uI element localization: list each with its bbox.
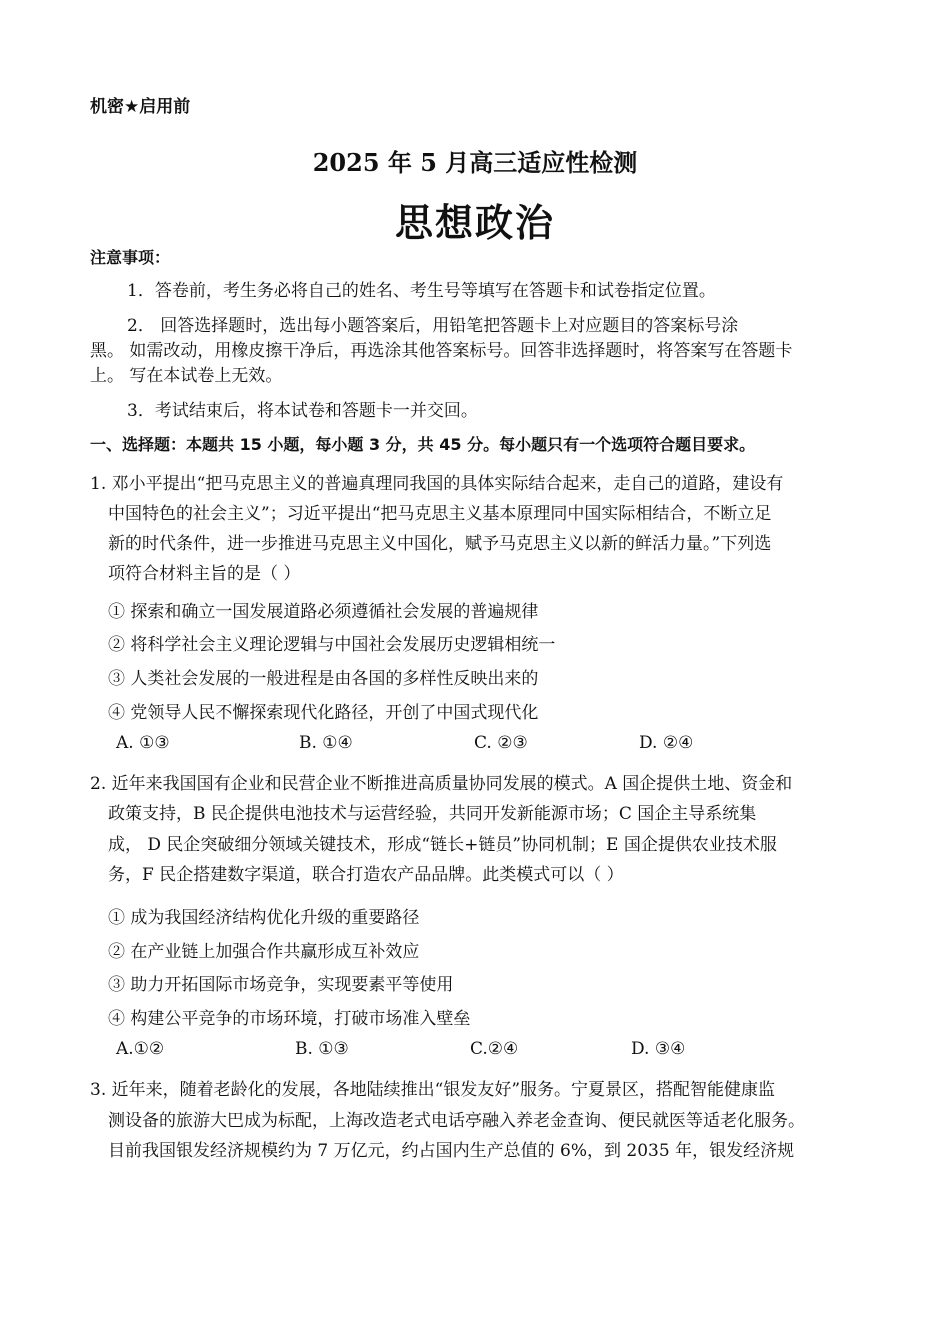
question-1-option-d: D. ②④ bbox=[639, 733, 694, 753]
question-2-line-2: 政策支持，B 民企提供电池技术与运营经验，共同开发新能源市场；C 国企主导系统集 bbox=[108, 804, 757, 824]
question-1-line-2: 中国特色的社会主义”；习近平提出“把马克思主义基本原理同中国实际相结合，不断立足 bbox=[108, 504, 772, 524]
question-1-option-a: A. ①③ bbox=[116, 733, 170, 753]
question-1-line-1: 1. 邓小平提出“把马克思主义的普遍真理同我国的具体实际结合起来，走自己的道路，建设有 bbox=[90, 474, 784, 494]
question-1-line-4: 项符合材料主旨的是（ ） bbox=[108, 564, 301, 584]
question-1-statement-2: ② 将科学社会主义理论逻辑与中国社会发展历史逻辑相统一 bbox=[108, 635, 556, 655]
question-3-line-3: 目前我国银发经济规模约为 7 万亿元，约占国内生产总值的 6%，到 2035 年，银发经济规 bbox=[108, 1141, 795, 1161]
question-2-line-1: 2. 近年来我国国有企业和民营企业不断推进高质量协同发展的模式。A 国企提供土地、资金和 bbox=[90, 774, 793, 794]
question-2-line-3: 成， D 民企突破细分领域关键技术，形成“链长+链员”协同机制；E 国企提供农业技术服 bbox=[108, 835, 777, 855]
question-2-statement-4: ④ 构建公平竞争的市场环境，打破市场准入壁垒 bbox=[108, 1009, 471, 1029]
question-2-option-a: A.①② bbox=[116, 1039, 165, 1059]
question-1-line-3: 新的时代条件，进一步推进马克思主义中国化，赋予马克思主义以新的鲜活力量。”下列选 bbox=[108, 534, 772, 554]
question-1-option-c: C. ②③ bbox=[474, 733, 528, 753]
confidential-label: 机密★启用前 bbox=[90, 97, 191, 117]
question-3-line-1: 3. 近年来，随着老龄化的发展，各地陆续推出“银发友好”服务。宁夏景区，搭配智能健康监 bbox=[90, 1080, 776, 1100]
question-2-statement-2: ② 在产业链上加强合作共赢形成互补效应 bbox=[108, 942, 420, 962]
question-1-statement-3: ③ 人类社会发展的一般进程是由各国的多样性反映出来的 bbox=[108, 669, 539, 689]
question-2-option-c: C.②④ bbox=[470, 1039, 519, 1059]
question-2-line-4: 务，F 民企搭建数字渠道，联合打造农产品品牌。此类模式可以（ ） bbox=[108, 865, 624, 885]
note-2-line-1: 2． 回答选择题时，选出每小题答案后，用铅笔把答题卡上对应题目的答案标号涂 bbox=[127, 316, 739, 336]
question-2-option-d: D. ③④ bbox=[631, 1039, 686, 1059]
question-3-line-2: 测设备的旅游大巴成为标配，上海改造老式电话亭融入养老金查询、便民就医等适老化服务。 bbox=[108, 1111, 805, 1131]
note-3: 3．考试结束后，将本试卷和答题卡一并交回。 bbox=[127, 401, 478, 421]
notes-heading: 注意事项： bbox=[90, 248, 171, 267]
note-2-line-3: 上。 写在本试卷上无效。 bbox=[90, 366, 283, 386]
note-1: 1．答卷前，考生务必将自己的姓名、考生号等填写在答题卡和试卷指定位置。 bbox=[127, 281, 716, 301]
exam-title: 2025 年 5 月高三适应性检测 bbox=[312, 148, 638, 177]
question-2-option-b: B. ①③ bbox=[295, 1039, 349, 1059]
note-2-line-2: 黑。 如需改动，用橡皮擦干净后，再选涂其他答案标号。回答非选择题时，将答案写在答题卡 bbox=[90, 341, 793, 361]
question-2-statement-1: ① 成为我国经济结构优化升级的重要路径 bbox=[108, 908, 420, 928]
section-heading: 一、选择题：本题共 15 小题，每小题 3 分，共 45 分。每小题只有一个选项符合题目要求。 bbox=[90, 435, 756, 454]
subject-title: 思想政治 bbox=[394, 201, 555, 245]
question-1-option-b: B. ①④ bbox=[299, 733, 353, 753]
question-1-statement-4: ④ 党领导人民不懈探索现代化路径，开创了中国式现代化 bbox=[108, 703, 539, 723]
question-2-statement-3: ③ 助力开拓国际市场竞争，实现要素平等使用 bbox=[108, 975, 454, 995]
question-1-statement-1: ① 探索和确立一国发展道路必须遵循社会发展的普遍规律 bbox=[108, 602, 539, 622]
